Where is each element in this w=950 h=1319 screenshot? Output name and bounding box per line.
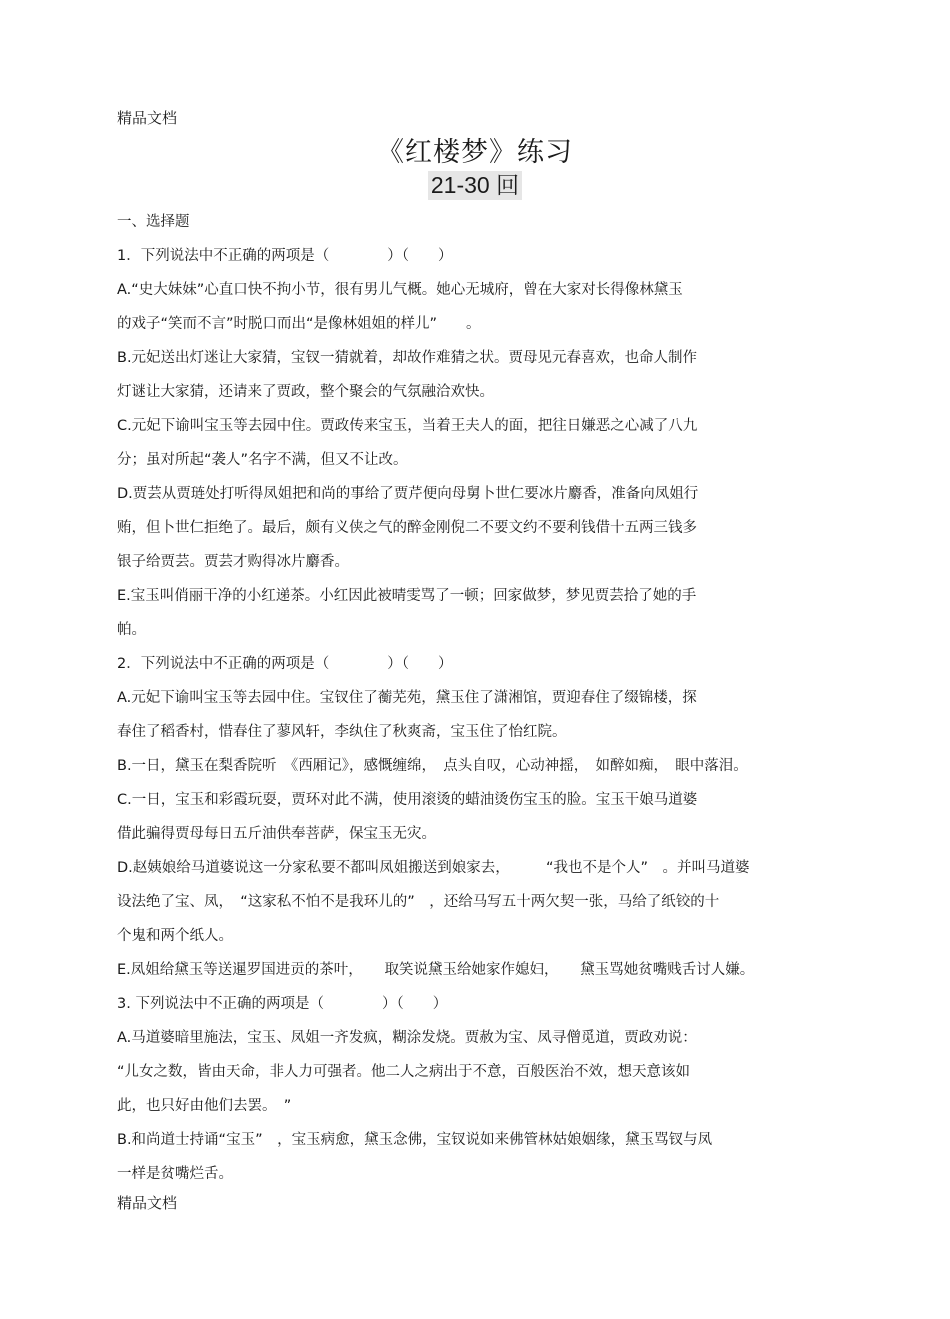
q3-option-a-cont: 此，也只好由他们去罢。 ”: [117, 1098, 292, 1114]
q1-option-b-cont: 灯谜让大家猜，还请来了贾政，整个聚会的气氛融洽欢快。: [117, 384, 494, 400]
document-body: [117, 205, 837, 1191]
question-1: 1．下列说法中不正确的两项是（ ）（ ）: [117, 248, 453, 264]
page-header: 精品文档: [117, 109, 178, 127]
question-3: 3. 下列说法中不正确的两项是（ ）（ ）: [117, 996, 448, 1012]
q2-option-a-cont: 春住了稻香村，惜春住了蓼风轩，李纨住了秋爽斋，宝玉住了怡红院。: [117, 724, 567, 740]
document-subtitle: 21-30 回: [428, 171, 522, 200]
q1-option-d: D.贾芸从贾琏处打听得凤姐把和尚的事给了贾芹便向母舅卜世仁要冰片麝香，准备向凤姐行: [117, 486, 699, 502]
q3-option-a: A.马道婆暗里施法，宝玉、凤姐一齐发疯，糊涂发烧。贾赦为宝、凤寻僧觅道，贾政劝说：: [117, 1030, 697, 1046]
q3-option-a-cont: “儿女之数，皆由天命，非人力可强者。他二人之病出于不意，百般医治不效，想天意该如: [117, 1064, 691, 1080]
q1-option-a: A.“史大妹妹”心直口快不拘小节，很有男儿气概。她心无城府，曾在大家对长得像林黛玉: [117, 282, 683, 298]
section-heading: 一、选择题: [117, 214, 190, 230]
question-2: 2．下列说法中不正确的两项是（ ）（ ）: [117, 656, 453, 672]
q1-option-c-cont: 分；虽对所起“袭人”名字不满，但又不让改。: [117, 452, 408, 468]
q1-option-a-cont: 的戏子“笑而不言”时脱口而出“是像林姐姐的样儿” 。: [117, 316, 481, 332]
subtitle-row: [0, 171, 950, 200]
page-footer: 精品文档: [117, 1194, 178, 1212]
q1-option-b: B.元妃送出灯迷让大家猜，宝钗一猜就着，却故作难猜之状。贾母见元春喜欢，也命人制作: [117, 350, 698, 366]
q1-option-d-cont: 银子给贾芸。贾芸才购得冰片麝香。: [117, 554, 349, 570]
q1-option-c: C.元妃下谕叫宝玉等去园中住。贾政传来宝玉，当着王夫人的面，把往日嫌恶之心减了八九: [117, 418, 698, 434]
q1-option-d-cont: 贿，但卜世仁拒绝了。最后，颇有义侠之气的醉金刚倪二不要文约不要利钱借十五两三钱多: [117, 520, 697, 536]
q1-option-e-cont: 帕。: [117, 622, 146, 638]
q2-option-b: B.一日，黛玉在梨香院听 《西厢记》，感慨缠绵， 点头自叹，心动神摇， 如醉如痴， 眼中落泪。: [117, 758, 748, 774]
document-title: 《红楼梦》练习: [377, 137, 573, 168]
q3-option-b: B.和尚道士持诵“宝玉” ，宝玉病愈，黛玉念佛，宝钗说如来佛管林姑娘姻缘，黛玉骂钗与凤: [117, 1132, 713, 1148]
q2-option-a: A.元妃下谕叫宝玉等去园中住。宝钗住了蘅芜苑，黛玉住了潇湘馆，贾迎春住了缀锦楼，探: [117, 690, 697, 706]
q3-option-b-cont: 一样是贫嘴烂舌。: [117, 1166, 233, 1182]
q2-option-d: D.赵姨娘给马道婆说这一分家私要不都叫凤姐搬送到娘家去， “我也不是个人” 。并叫马道婆: [117, 860, 750, 876]
q1-option-e: E.宝玉叫俏丽干净的小红递茶。小红因此被晴雯骂了一顿；回家做梦，梦见贾芸拾了她的手: [117, 588, 697, 604]
q2-option-c: C.一日，宝玉和彩霞玩耍，贾环对此不满，使用滚烫的蜡油烫伤宝玉的脸。宝玉干娘马道婆: [117, 792, 698, 808]
q2-option-d-cont: 个鬼和两个纸人。: [117, 928, 233, 944]
q2-option-d-cont: 设法绝了宝、凤， “这家私不怕不是我环儿的” ，还给马写五十两欠契一张，马给了纸铰的十: [117, 894, 720, 910]
q2-option-e: E.凤姐给黛玉等送暹罗国进贡的茶叶， 取笑说黛玉给她家作媳妇， 黛玉骂她贫嘴贱舌讨人嫌。: [117, 962, 755, 978]
q2-option-c-cont: 借此骗得贾母每日五斤油供奉菩萨，保宝玉无灾。: [117, 826, 436, 842]
